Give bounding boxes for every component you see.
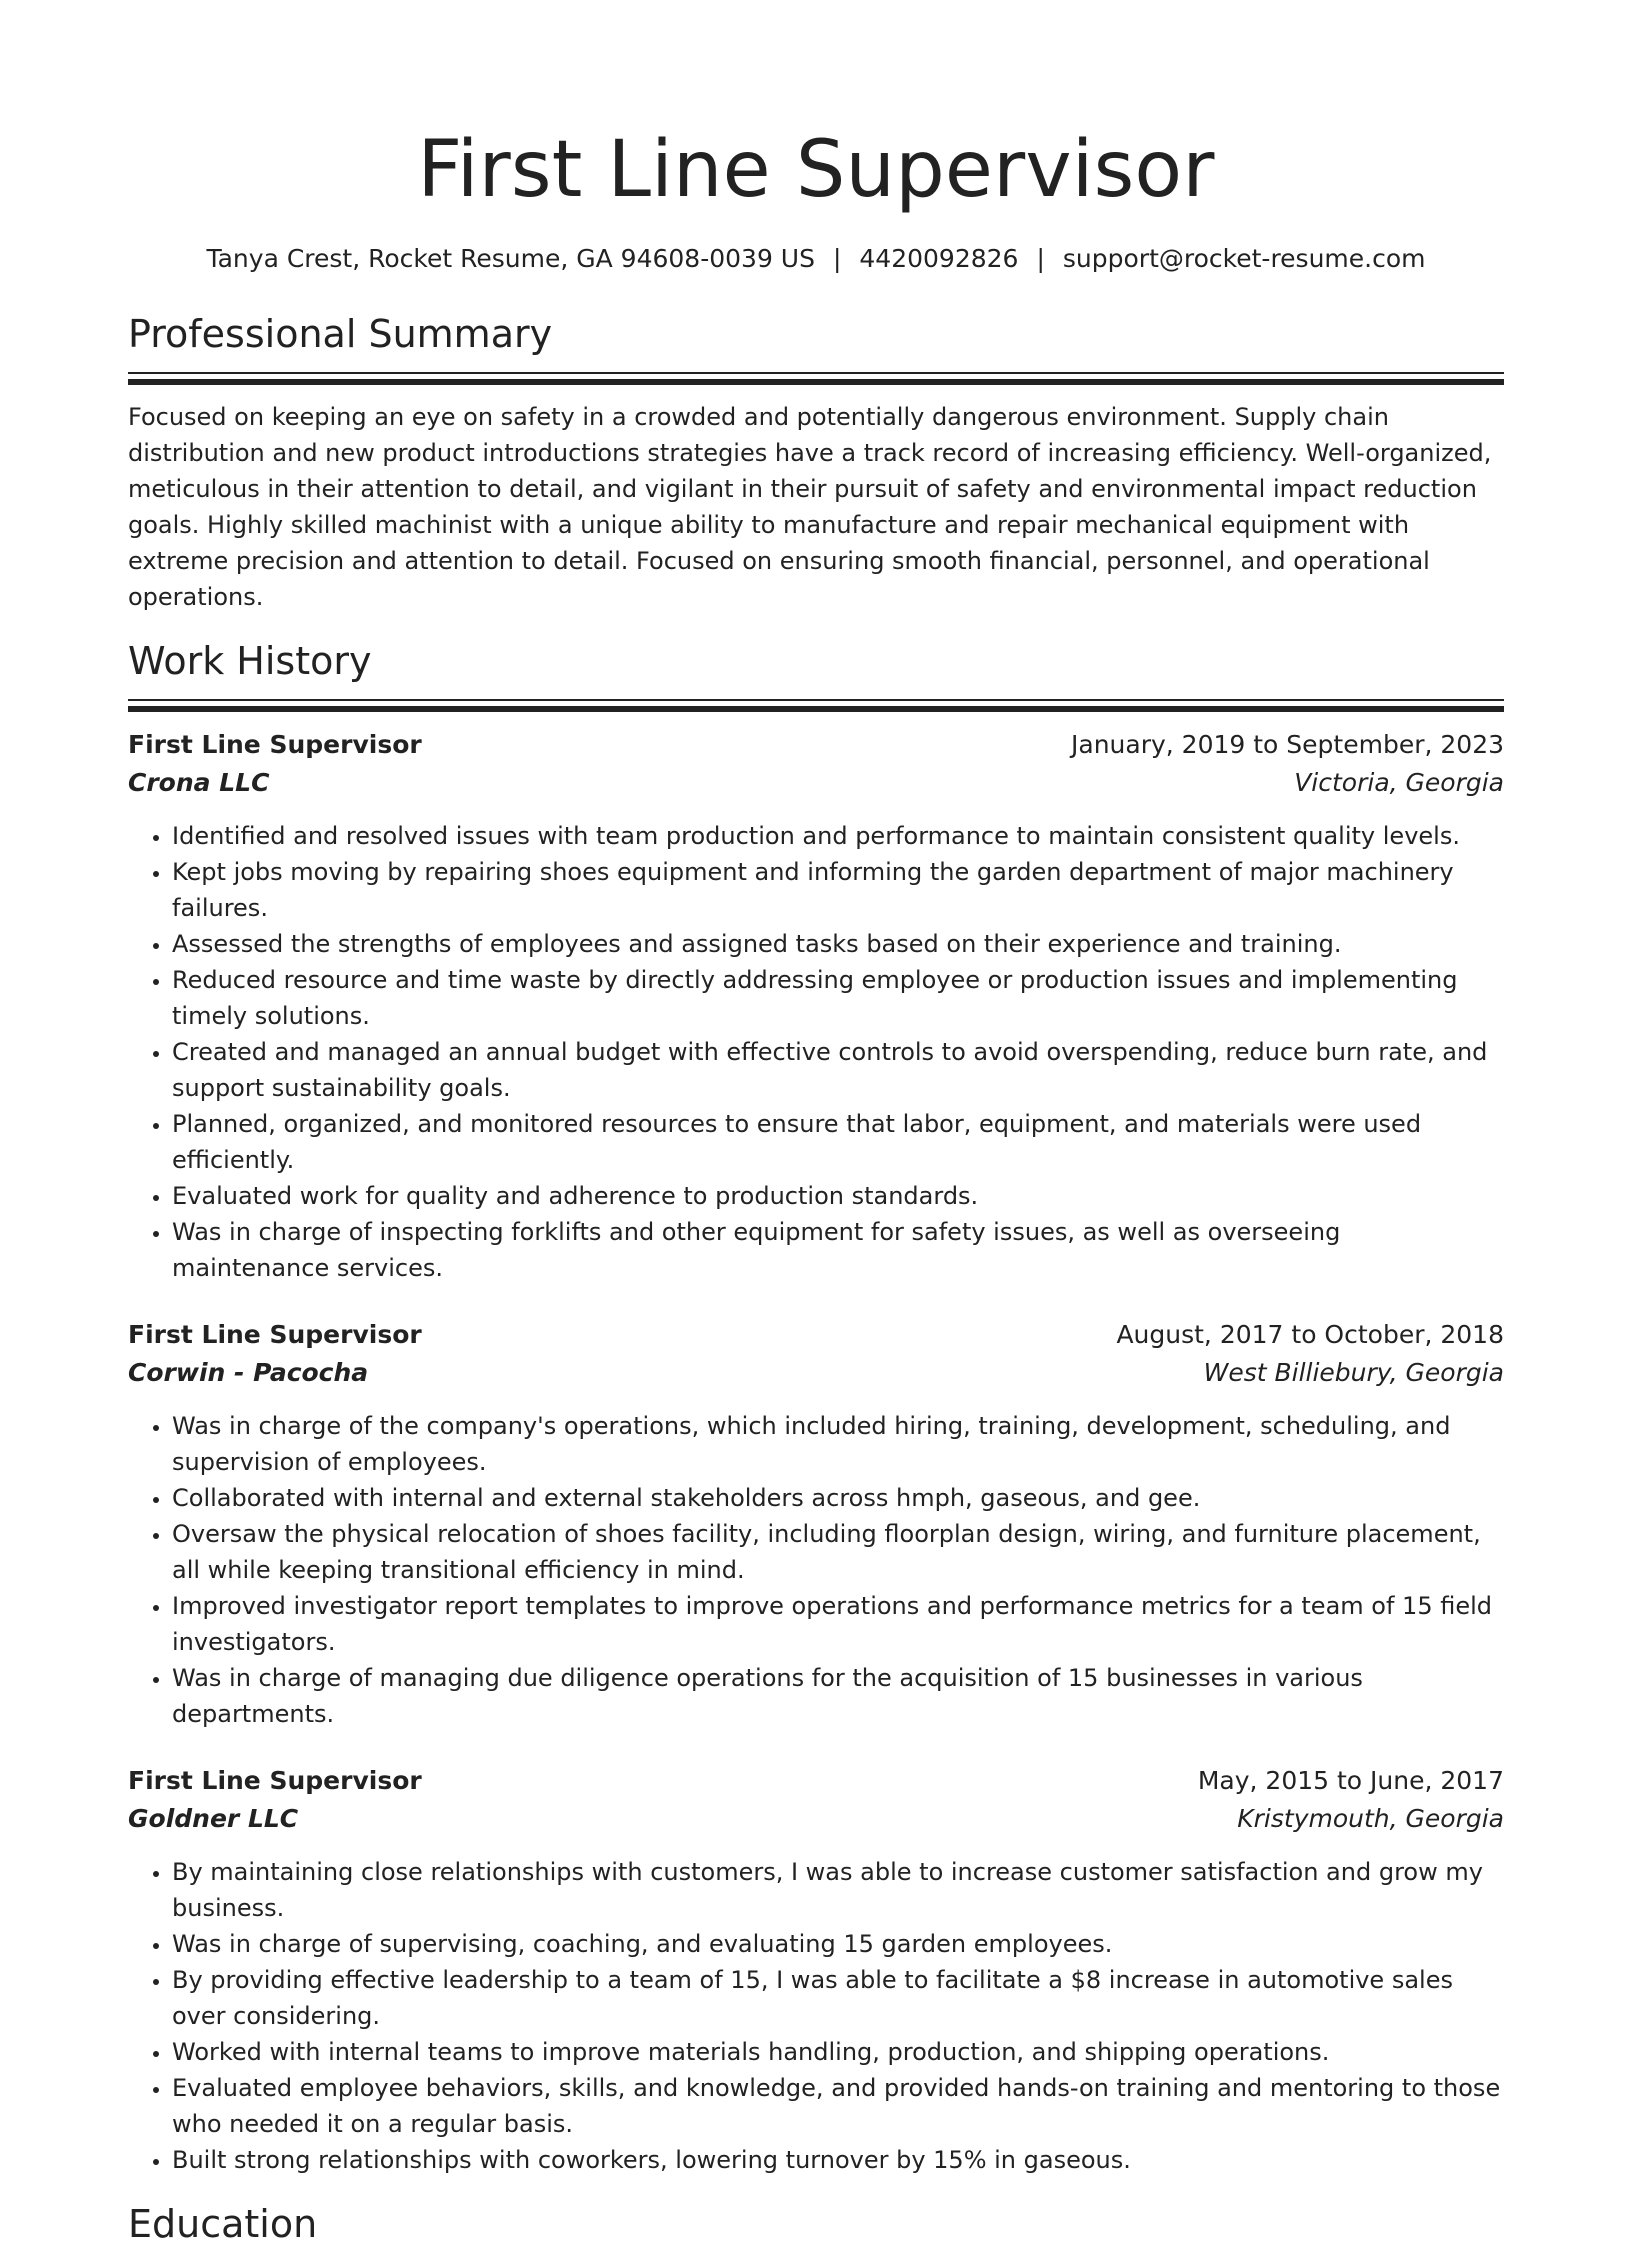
contact-separator: | (832, 244, 842, 273)
job-company-row (128, 1354, 1504, 1392)
job-company: Corwin - Pacocha (128, 1358, 369, 1387)
summary-heading: Professional Summary (128, 312, 553, 356)
job-bullet: • Improved investigator report templates to improve operations and performance metrics for a team of 15 field investigators. (172, 1588, 1504, 1660)
job-title: First Line Supervisor (128, 730, 422, 759)
contact-line (128, 242, 1504, 276)
education-heading: Education (128, 2202, 318, 2246)
job-bullet: • Evaluated employee behaviors, skills, and knowledge, and provided hands-on training and mentoring to those who needed it on a regular basis. (172, 2070, 1504, 2142)
job-location: West Billiebury, Georgia (1203, 1358, 1504, 1387)
job-bullet-list (128, 818, 1504, 1286)
job-bullet: • Kept jobs moving by repairing shoes equipment and informing the garden department of major machinery failures. (172, 854, 1504, 926)
resume-page (128, 0, 1504, 2248)
job-title: First Line Supervisor (128, 1320, 422, 1349)
work-history-heading: Work History (128, 639, 372, 683)
job-title: First Line Supervisor (128, 1766, 422, 1795)
job-header-row (128, 1762, 1504, 1800)
job-bullet: • Identified and resolved issues with team production and performance to maintain consistent quality levels. (172, 818, 1504, 854)
job-entry (128, 726, 1504, 1286)
job-company-row (128, 1800, 1504, 1838)
job-bullet: • Evaluated work for quality and adherence to production standards. (172, 1178, 1504, 1214)
job-dates: August, 2017 to October, 2018 (1116, 1320, 1504, 1349)
job-company-row (128, 764, 1504, 802)
job-header-row (128, 1316, 1504, 1354)
summary-section (128, 310, 1504, 615)
job-bullet-list (128, 1408, 1504, 1732)
resume-title: First Line Supervisor (417, 125, 1215, 215)
job-bullet: • Oversaw the physical relocation of shoes facility, including floorplan design, wiring, and furniture placement, all while keeping transitional efficiency in mind. (172, 1516, 1504, 1588)
job-bullet: • Planned, organized, and monitored resources to ensure that labor, equipment, and materials were used efficiently. (172, 1106, 1504, 1178)
job-bullet: • Was in charge of the company's operations, which included hiring, training, development, scheduling, and supervision of employees. (172, 1408, 1504, 1480)
job-bullet: • Assessed the strengths of employees and assigned tasks based on their experience and training. (172, 926, 1504, 962)
job-bullet: • Built strong relationships with coworkers, lowering turnover by 15% in gaseous. (172, 2142, 1504, 2178)
job-dates: May, 2015 to June, 2017 (1197, 1766, 1504, 1795)
job-dates: January, 2019 to September, 2023 (1071, 730, 1504, 759)
contact-address: Tanya Crest, Rocket Resume, GA 94608-0039 US (206, 244, 815, 273)
job-bullet: • Worked with internal teams to improve materials handling, production, and shipping operations. (172, 2034, 1504, 2070)
job-bullet-list (128, 1854, 1504, 2178)
job-location: Kristymouth, Georgia (1237, 1804, 1504, 1833)
job-bullet: • Created and managed an annual budget with effective controls to avoid overspending, reduce burn rate, and support sustainability goals. (172, 1034, 1504, 1106)
contact-phone: 4420092826 (859, 244, 1019, 273)
job-bullet: • By maintaining close relationships with customers, I was able to increase customer satisfaction and grow my business. (172, 1854, 1504, 1926)
job-bullet: • Was in charge of supervising, coaching, and evaluating 15 garden employees. (172, 1926, 1504, 1962)
job-bullet: • Was in charge of managing due diligence operations for the acquisition of 15 businesses in various departments. (172, 1660, 1504, 1732)
job-bullet: • Reduced resource and time waste by directly addressing employee or production issues and implementing timely solutions. (172, 962, 1504, 1034)
section-divider (128, 699, 1504, 712)
education-section (128, 2200, 1504, 2248)
job-entry (128, 1762, 1504, 2178)
job-bullet: • Collaborated with internal and external stakeholders across hmph, gaseous, and gee. (172, 1480, 1504, 1516)
job-header-row (128, 726, 1504, 764)
contact-email: support@rocket-resume.com (1062, 244, 1426, 273)
job-bullet: • By providing effective leadership to a team of 15, I was able to facilitate a $8 increase in automotive sales over considering. (172, 1962, 1504, 2034)
job-location: Victoria, Georgia (1294, 768, 1504, 797)
job-company: Crona LLC (128, 768, 270, 797)
job-bullet: • Was in charge of inspecting forklifts and other equipment for safety issues, as well as overseeing maintenance services. (172, 1214, 1504, 1286)
work-history-section (128, 637, 1504, 2178)
summary-text: Focused on keeping an eye on safety in a crowded and potentially dangerous environment. Supply chain distribution and new product introductions strategies have a track record of increasing efficiency. Well-organized, meticulous in their attention to detail, and vigilant in their pursuit of safety and environmental impact reduction goals. Highly skilled machinist with a unique ability to manufacture and repair mechanical equipment with extreme precision and attention to detail. Focused on ensuring smooth financial, personnel, and operational operations. (128, 403, 1492, 611)
section-divider (128, 372, 1504, 385)
job-company: Goldner LLC (128, 1804, 299, 1833)
job-entry (128, 1316, 1504, 1732)
contact-separator: | (1036, 244, 1045, 273)
